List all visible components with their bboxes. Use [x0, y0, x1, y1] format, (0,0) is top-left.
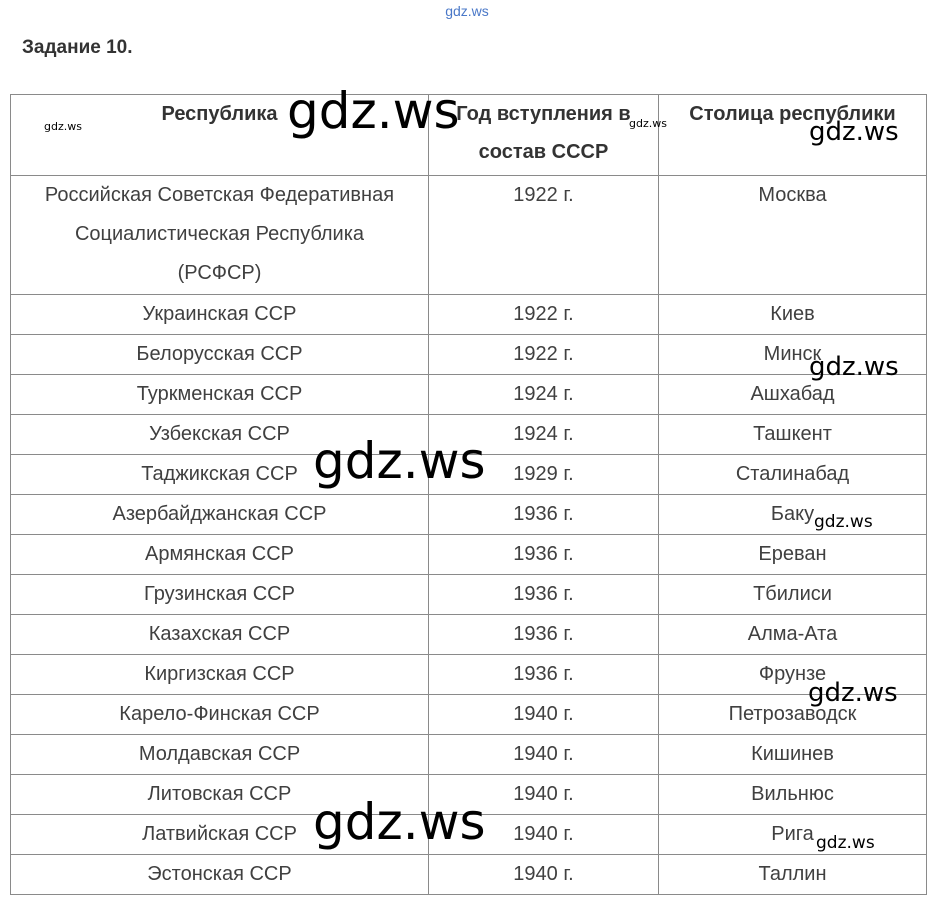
- watermark: gdz.ws: [816, 833, 875, 853]
- cell-year: 1922 г.: [429, 295, 659, 335]
- cell-year: 1940 г.: [429, 815, 659, 855]
- cell-republic: Российская Советская Федеративная Социалистическая Республика (РСФСР): [11, 176, 429, 295]
- cell-republic: Грузинская ССР: [11, 575, 429, 615]
- cell-republic: Молдавская ССР: [11, 735, 429, 775]
- cell-year: 1940 г.: [429, 855, 659, 895]
- cell-capital: Петрозаводск: [659, 695, 927, 735]
- watermark: gdz.ws: [629, 117, 667, 130]
- table-row: [11, 855, 927, 895]
- table-row: [11, 615, 927, 655]
- cell-republic: Карело-Финская ССР: [11, 695, 429, 735]
- table-row: [11, 695, 927, 735]
- table-row: [11, 495, 927, 535]
- cell-capital: Рига: [659, 815, 927, 855]
- cell-year: 1936 г.: [429, 655, 659, 695]
- republics-table: [10, 94, 927, 895]
- watermark: gdz.ws: [809, 117, 899, 147]
- cell-year: 1936 г.: [429, 575, 659, 615]
- header-year: Год вступления в состав СССР: [429, 95, 659, 176]
- cell-year: 1924 г.: [429, 375, 659, 415]
- table-row: [11, 335, 927, 375]
- cell-capital: Ашхабад: [659, 375, 927, 415]
- cell-republic: Киргизская ССР: [11, 655, 429, 695]
- table-row: [11, 575, 927, 615]
- table-row: [11, 375, 927, 415]
- top-watermark-link[interactable]: gdz.ws: [445, 3, 489, 19]
- header-republic: Республика: [11, 95, 429, 176]
- cell-capital: Кишинев: [659, 735, 927, 775]
- cell-capital: Киев: [659, 295, 927, 335]
- cell-republic: Узбекская ССР: [11, 415, 429, 455]
- cell-republic: Эстонская ССР: [11, 855, 429, 895]
- cell-republic: Украинская ССР: [11, 295, 429, 335]
- cell-year: 1929 г.: [429, 455, 659, 495]
- watermark: gdz.ws: [814, 512, 873, 532]
- cell-year: 1940 г.: [429, 775, 659, 815]
- watermark: gdz.ws: [809, 352, 899, 382]
- watermark: gdz.ws: [313, 432, 486, 490]
- cell-republic: Таджикская ССР: [11, 455, 429, 495]
- cell-year: 1940 г.: [429, 735, 659, 775]
- watermark: gdz.ws: [44, 120, 82, 133]
- cell-republic: Туркменская ССР: [11, 375, 429, 415]
- cell-year: 1924 г.: [429, 415, 659, 455]
- table-row: [11, 735, 927, 775]
- cell-capital: Алма-Ата: [659, 615, 927, 655]
- cell-year: 1936 г.: [429, 535, 659, 575]
- table-row: [11, 535, 927, 575]
- cell-capital: Баку: [659, 495, 927, 535]
- watermark: gdz.ws: [313, 793, 486, 851]
- cell-capital: Фрунзе: [659, 655, 927, 695]
- cell-capital: Таллин: [659, 855, 927, 895]
- table-header-row: [11, 95, 927, 176]
- cell-republic: Казахская ССР: [11, 615, 429, 655]
- cell-capital: Москва: [659, 176, 927, 295]
- table-row: [11, 176, 927, 295]
- cell-year: 1922 г.: [429, 335, 659, 375]
- cell-year: 1936 г.: [429, 615, 659, 655]
- cell-capital: Сталинабад: [659, 455, 927, 495]
- cell-republic: Белорусская ССР: [11, 335, 429, 375]
- table-row: [11, 655, 927, 695]
- header-capital: Столица республики: [659, 95, 927, 176]
- cell-capital: Тбилиси: [659, 575, 927, 615]
- cell-republic: Азербайджанская ССР: [11, 495, 429, 535]
- cell-capital: Вильнюс: [659, 775, 927, 815]
- watermark: gdz.ws: [808, 678, 898, 708]
- cell-capital: Ереван: [659, 535, 927, 575]
- cell-year: 1940 г.: [429, 695, 659, 735]
- watermark: gdz.ws: [287, 82, 460, 140]
- cell-capital: Ташкент: [659, 415, 927, 455]
- cell-republic: Армянская ССР: [11, 535, 429, 575]
- cell-capital: Минск: [659, 335, 927, 375]
- cell-republic: Литовская ССР: [11, 775, 429, 815]
- cell-republic: Латвийская ССР: [11, 815, 429, 855]
- cell-year: 1922 г.: [429, 176, 659, 295]
- task-title: Задание 10.: [22, 37, 133, 58]
- cell-year: 1936 г.: [429, 495, 659, 535]
- table-row: [11, 295, 927, 335]
